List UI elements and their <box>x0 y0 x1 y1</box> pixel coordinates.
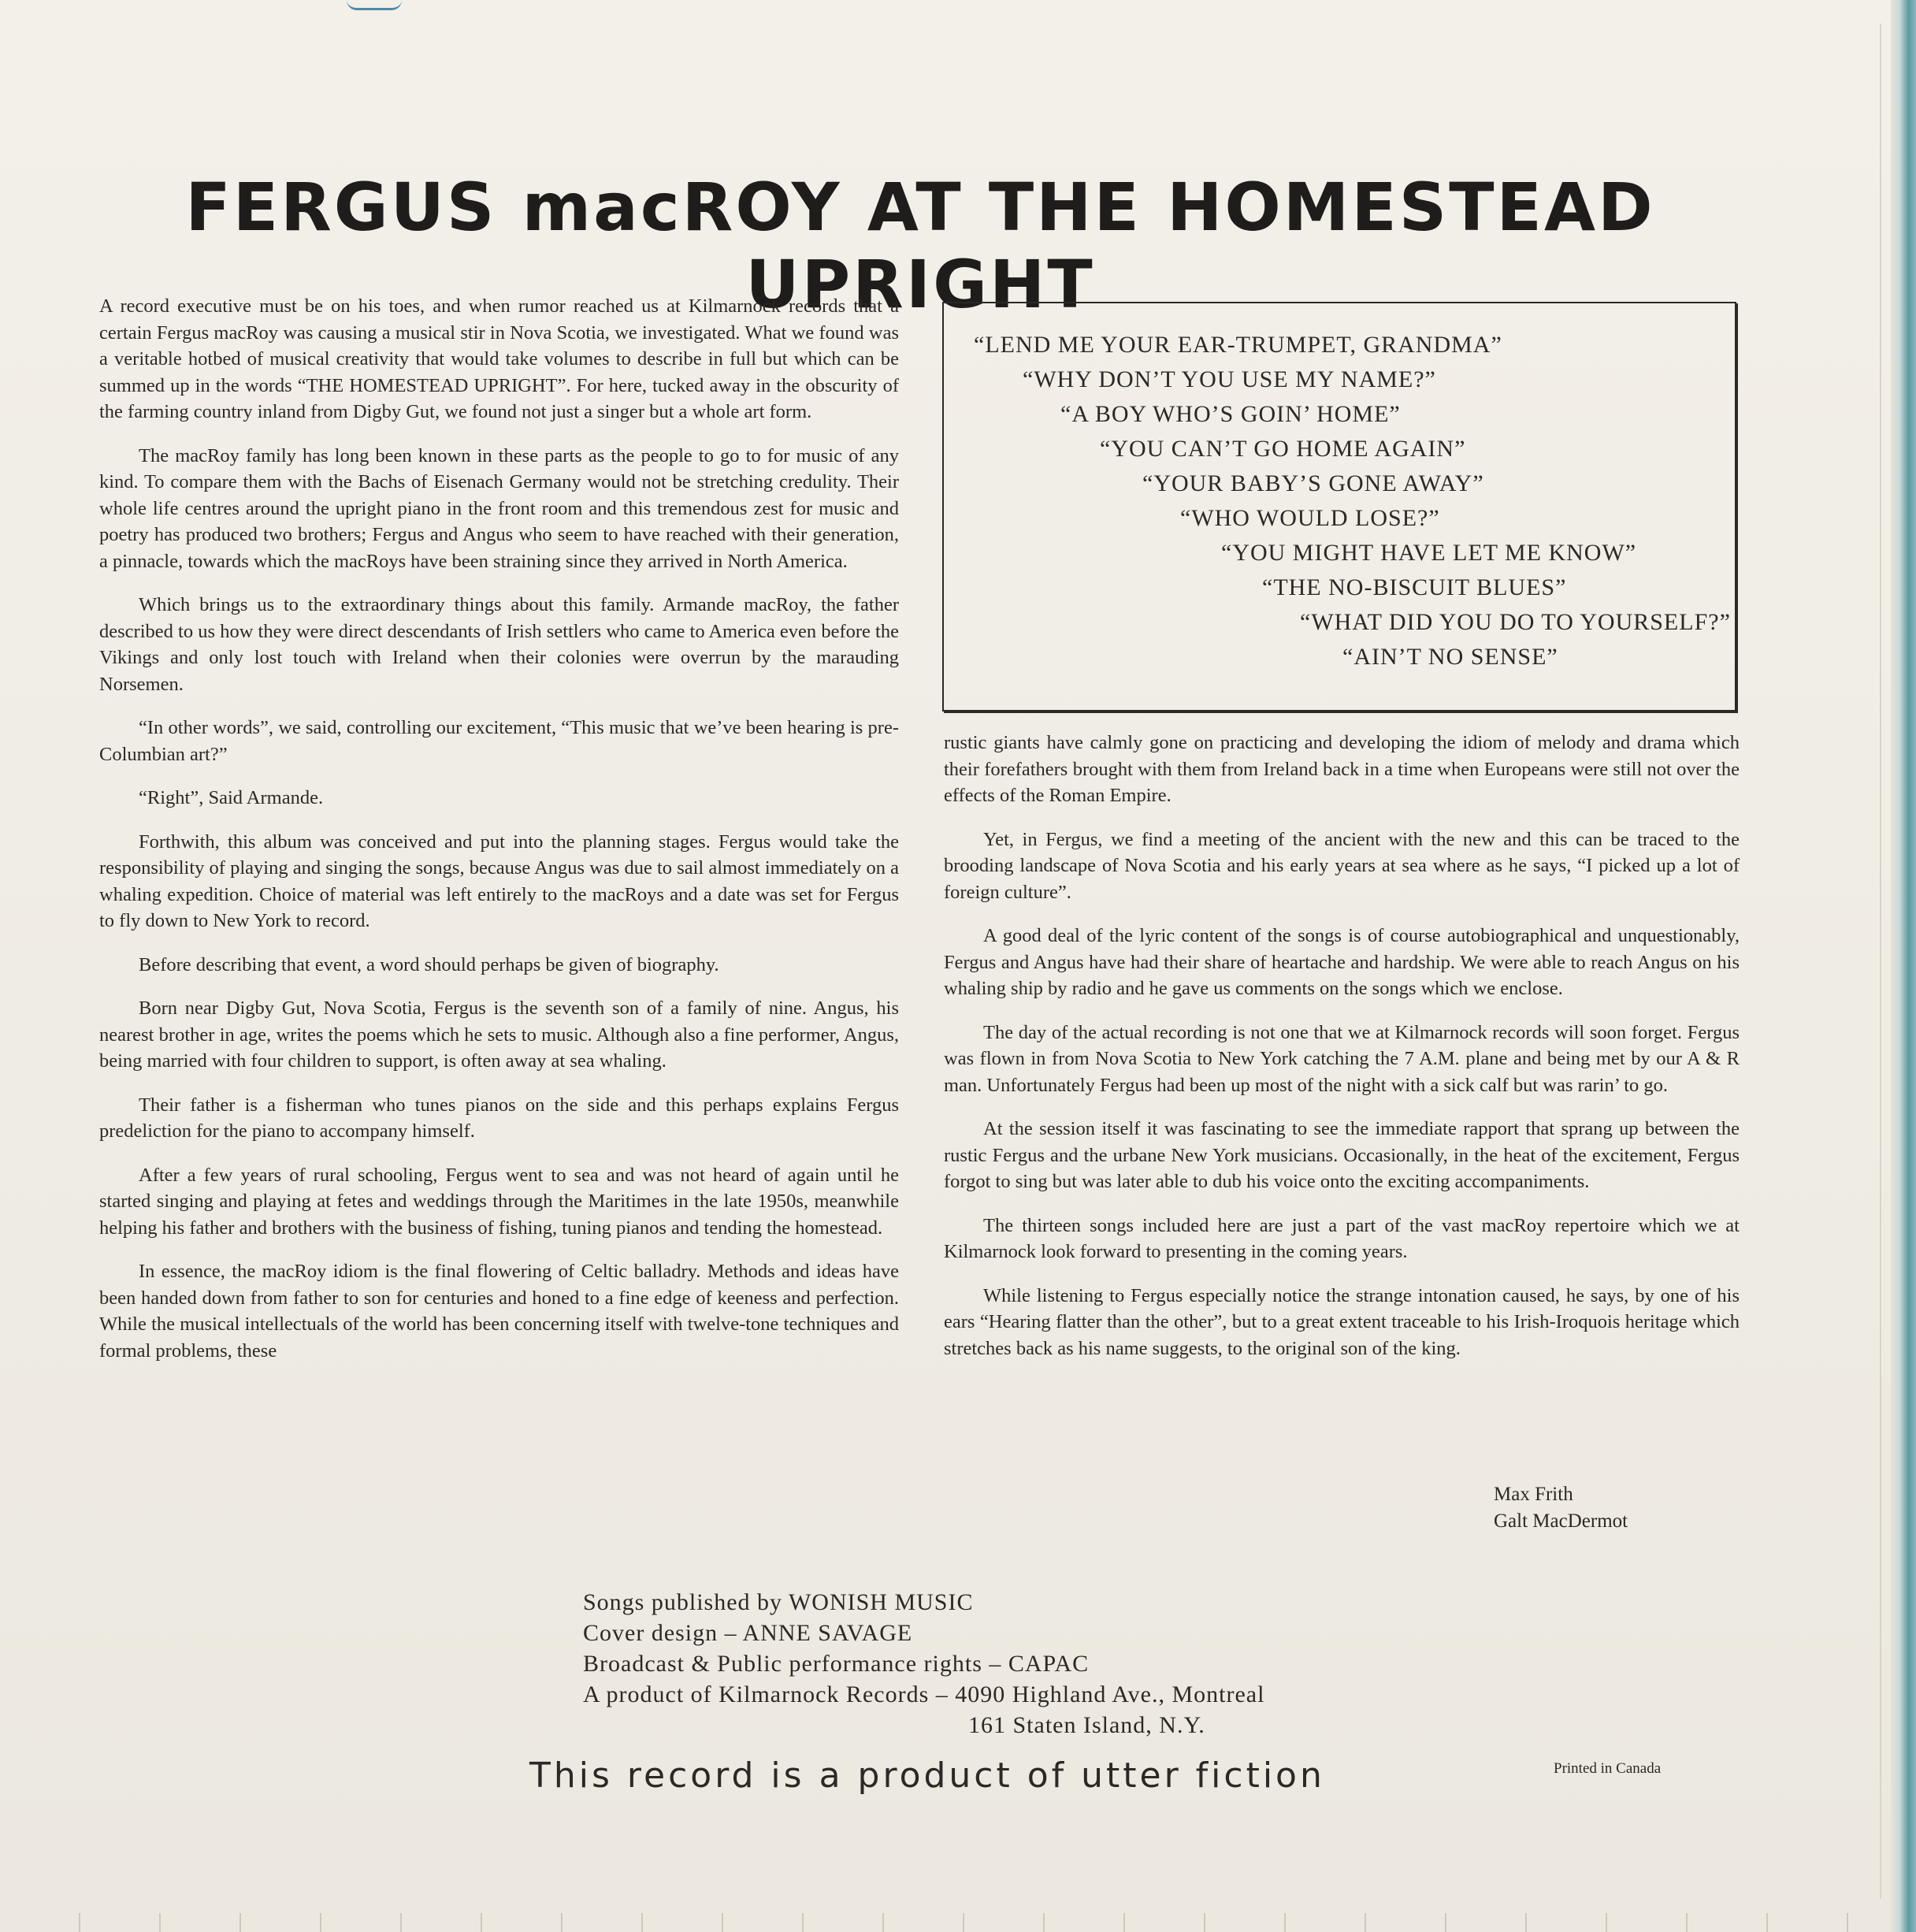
credit-line: Songs published by WONISH MUSIC <box>583 1589 974 1615</box>
credit-line: A product of Kilmarnock Records – 4090 Highland Ave., Montreal <box>583 1681 1265 1707</box>
bottom-edge-marks <box>0 1913 1891 1932</box>
scan-mark <box>347 0 402 10</box>
song-title: “WHO WOULD LOSE?” <box>1180 505 1440 531</box>
fiction-notice: This record is a product of utter fiction <box>529 1756 1325 1796</box>
paragraph: “In other words”, we said, controlling our excitement, “This music that we’ve been hearing is pre-Columbian art?” <box>99 717 899 765</box>
paragraph: While listening to Fergus especially notice the strange intonation caused, he says, by one of his ears “Hearing flatter than the other”, but to a great extent traceable to his Irish-Iroquois heritage which stretches back as his name suggests, to the original son of the king. <box>944 1284 1740 1359</box>
paragraph: Their father is a fisherman who tunes pianos on the side and this perhaps explains Fergus predeliction for the piano to accompany himself. <box>99 1094 899 1142</box>
song-title: “WHY DON’T YOU USE MY NAME?” <box>1023 366 1436 392</box>
signature-block <box>1494 1481 1628 1535</box>
credits-block <box>583 1587 1264 1741</box>
signature-name: Max Frith <box>1494 1484 1573 1505</box>
left-column <box>99 293 899 1381</box>
credit-line: 161 Staten Island, N.Y. <box>968 1712 1205 1738</box>
paragraph: After a few years of rural schooling, Fergus went to sea and was not heard of again until he started singing and playing at fetes and weddings through the Maritimes in the late 1950s, meanwhile helping his father and brothers with the business of fishing, tuning pianos and tending the homestead. <box>99 1164 899 1239</box>
paragraph: Forthwith, this album was conceived and put into the planning stages. Fergus would take the responsibility of playing and singing the songs, because Angus was due to sail almost immediately on a whaling expedition. Choice of material was left entirely to the macRoys and a date was set for Fergus to fly down to New York to record. <box>99 830 899 931</box>
song-title: “YOUR BABY’S GONE AWAY” <box>1142 470 1484 496</box>
paragraph: rustic giants have calmly gone on practicing and developing the idiom of melody and drama which their forefathers brought with them from Ireland back in a time when Europeans were still not over the effects of the Roman Empire. <box>944 732 1740 806</box>
paragraph: Born near Digby Gut, Nova Scotia, Fergus is the seventh son of a family of nine. Angus, his nearest brother in age, writes the poems which he sets to music. Although also a fine performer, Angus, being married with four children to support, is often away at sea whaling. <box>99 998 899 1072</box>
paragraph: At the session itself it was fascinating to see the immediate rapport that sprang up between the rustic Fergus and the urbane New York musicians. Occasionally, in the heat of the excitement, Fergus forgot to sing but was later able to dub his voice onto the exciting accompaniments. <box>944 1118 1740 1192</box>
song-title: “A BOY WHO’S GOIN’ HOME” <box>1060 401 1401 427</box>
song-list-box <box>942 302 1736 711</box>
sleeve-right-edge <box>1891 0 1916 1932</box>
paragraph: The thirteen songs included here are just a part of the vast macRoy repertoire which we at Kilmarnock look forward to presenting in the coming years. <box>944 1214 1740 1262</box>
page-title: FERGUS macROY AT THE HOMESTEAD UPRIGHT <box>185 169 1655 323</box>
paragraph: A good deal of the lyric content of the songs is of course autobiographical and unquestionably, Fergus and Angus have had their share of heartache and hardship. We were able to reach Angus on his whaling ship by radio and he gave us comments on the songs which we enclose. <box>944 925 1740 999</box>
paragraph: Before describing that event, a word should perhaps be given of biography. <box>139 953 719 975</box>
song-title: “LEND ME YOUR EAR-TRUMPET, GRANDMA” <box>974 332 1502 358</box>
printed-in-label: Printed in Canada <box>1554 1760 1662 1777</box>
song-title: “THE NO-BISCUIT BLUES” <box>1262 574 1567 600</box>
paragraph: A record executive must be on his toes, and when rumor reached us at Kilmarnock records that a certain Fergus macRoy was causing a musical stir in Nova Scotia, we investigated. What we found was a veritable hotbed of musical creativity that would take volumes to describe in full but which can be summed up in the words “THE HOMESTEAD UPRIGHT”. For here, tucked away in the obscurity of the farming country inland from Digby Gut, we found not just a singer but a whole art form. <box>99 295 899 422</box>
paragraph: Yet, in Fergus, we find a meeting of the ancient with the new and this can be traced to the brooding landscape of Nova Scotia and his early years at sea where as he says, “I picked up a lot of foreign culture”. <box>944 828 1740 903</box>
right-column <box>944 730 1740 1379</box>
paragraph: “Right”, Said Armande. <box>139 787 324 808</box>
song-title: “AIN’T NO SENSE” <box>1342 644 1558 670</box>
song-title: “YOU MIGHT HAVE LET ME KNOW” <box>1221 540 1637 566</box>
credit-line: Cover design – ANNE SAVAGE <box>583 1620 913 1646</box>
paragraph: Which brings us to the extraordinary things about this family. Armande macRoy, the father described to us how they were direct descendants of Irish settlers who came to America even before the Vikings and only lost touch with Ireland when their colonies were overrun by the marauding Norsemen. <box>99 594 899 695</box>
signature-name: Galt MacDermot <box>1494 1510 1628 1532</box>
paragraph: The macRoy family has long been known in these parts as the people to go to for music of any kind. To compare them with the Bachs of Eisenach Germany would not be stretching credulity. Their whole life centres around the upright piano in the front room and this tremendous zest for music and poetry has produced two brothers; Fergus and Angus who seem to have reached with their generation, a pinnacle, towards which the macRoys have been straining since they arrived in North America. <box>99 444 899 572</box>
paragraph: In essence, the macRoy idiom is the final flowering of Celtic balladry. Methods and ideas have been handed down from father to son for centuries and honed to a fine edge of keeness and perfection. While the musical intellectuals of the world has been concerning itself with twelve-tone techniques and formal problems, these <box>99 1261 899 1362</box>
song-title: “WHAT DID YOU DO TO YOURSELF?” <box>1300 609 1731 635</box>
sleeve-fold-line <box>1880 24 1881 1899</box>
song-title: “YOU CAN’T GO HOME AGAIN” <box>1100 436 1466 462</box>
paragraph: The day of the actual recording is not one that we at Kilmarnock records will soon forget. Fergus was flown in from Nova Scotia to New York catching the 7 A.M. plane and being met by our A & R man. Unfortunately Fergus had been up most of the night with a sick calf but was rarin’ to go. <box>944 1021 1740 1096</box>
credit-line: Broadcast & Public performance rights – CAPAC <box>583 1651 1090 1677</box>
